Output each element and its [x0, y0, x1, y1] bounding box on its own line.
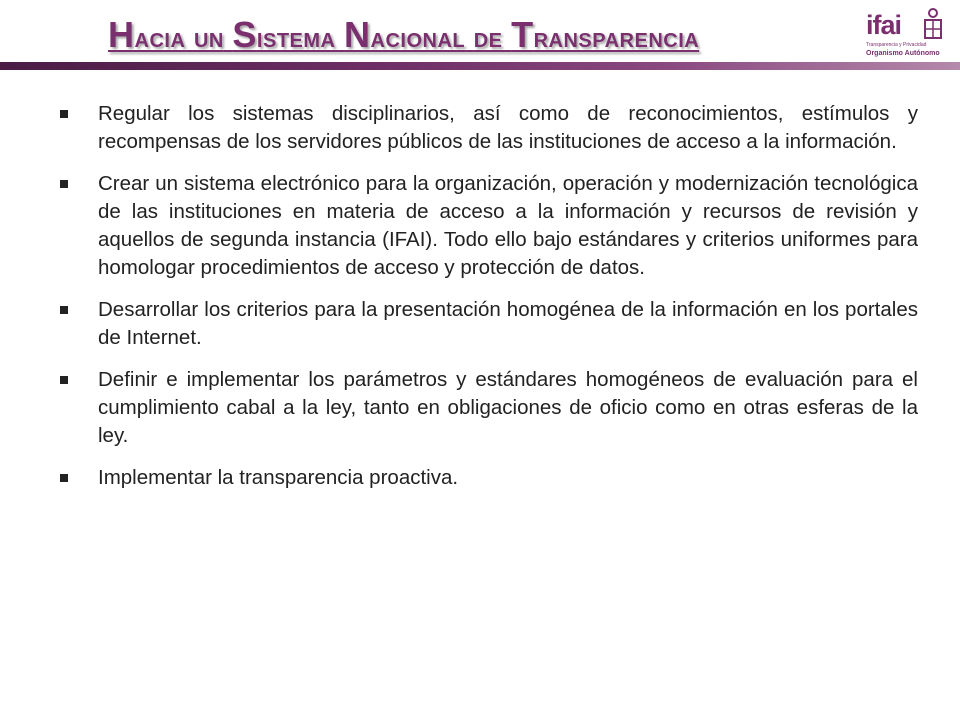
logo-subtitle: Organismo Autónomo — [866, 50, 940, 57]
title-word: un — [193, 22, 224, 54]
logo-wordmark: ifai — [866, 10, 902, 40]
bullet-list — [56, 100, 918, 506]
title-word: Sistema — [232, 14, 336, 55]
list-item — [56, 366, 918, 450]
square-bullet-icon — [60, 180, 68, 188]
logo-tagline: Transparencia y Privacidad — [866, 42, 927, 48]
square-bullet-icon — [60, 376, 68, 384]
list-item — [56, 464, 918, 492]
slide-header — [0, 0, 960, 72]
list-item-text: Desarrollar los criterios para la presentación homogénea de la información en los portales de Internet. — [98, 298, 918, 349]
list-item — [56, 170, 918, 282]
title-word: de — [473, 22, 503, 54]
square-bullet-icon — [60, 306, 68, 314]
list-item-text: Regular los sistemas disciplinarios, así como de reconocimientos, estímulos y recompensas de los servidores públicos de las instituciones de acceso a la información. — [98, 102, 918, 153]
ifai-logo — [866, 8, 946, 60]
list-item-text: Definir e implementar los parámetros y estándares homogéneos de evaluación para el cumplimiento cabal a la ley, tanto en obligaciones de oficio como en otras esferas de la ley. — [98, 368, 918, 447]
list-item — [56, 296, 918, 352]
title-word: Transparencia — [511, 14, 700, 55]
list-item-text: Crear un sistema electrónico para la organización, operación y modernización tecnológica de las instituciones en materia de acceso a la información y recursos de revisión y aquellos de segunda instancia (IFAI). Todo ello bajo estándares y criterios uniformes para homologar procedimientos de acceso y protección de datos. — [98, 172, 918, 279]
list-item — [56, 100, 918, 156]
square-bullet-icon — [60, 110, 68, 118]
square-bullet-icon — [60, 474, 68, 482]
title-word: Hacia — [108, 14, 186, 55]
header-rule — [0, 62, 960, 70]
ifai-logo-icon — [922, 8, 944, 42]
page-title — [108, 14, 699, 56]
title-word: Nacional — [344, 14, 466, 55]
list-item-text: Implementar la transparencia proactiva. — [98, 466, 459, 489]
